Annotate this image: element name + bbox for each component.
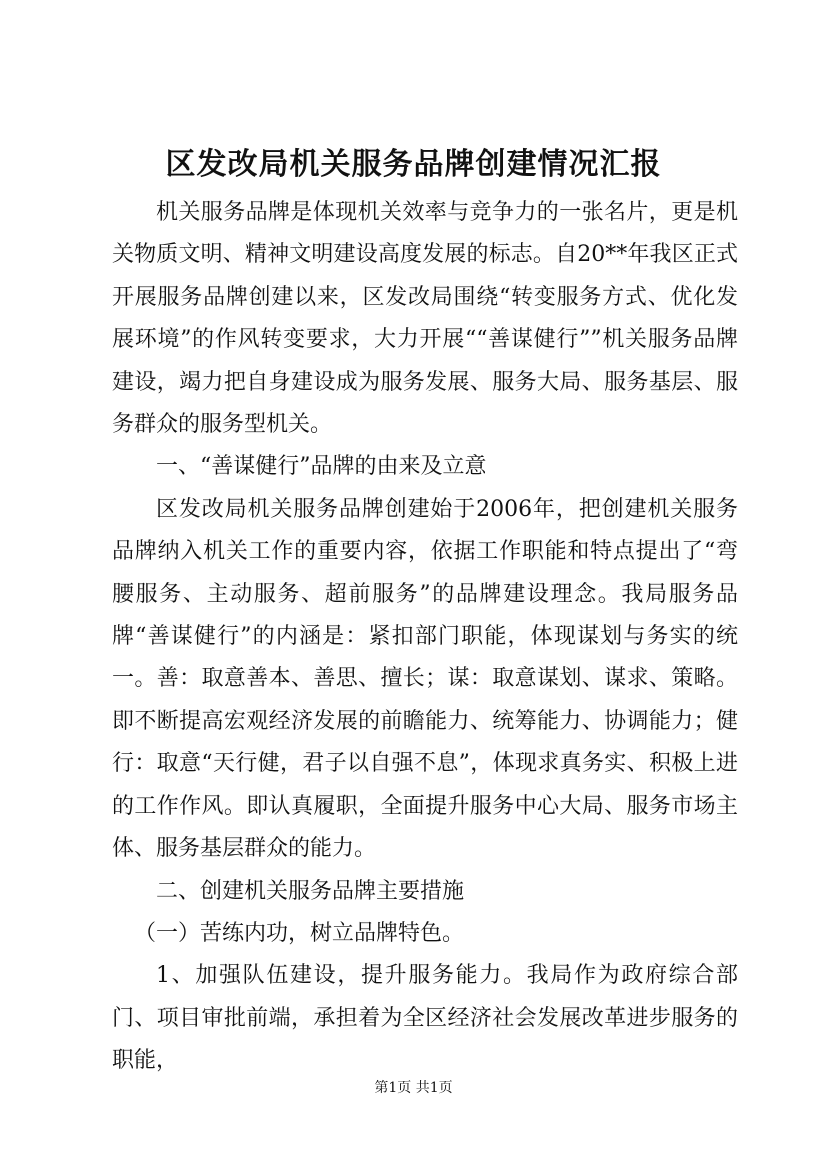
document-body — [112, 192, 738, 1083]
paragraph-section-1: 区发改局机关服务品牌创建始于2006年，把创建机关服务品牌纳入机关工作的重要内容，依据工作职能和特点提出了“弯腰服务、主动服务、超前服务”的品牌建设理念。我局服务品牌“善谋健行”的内涵是：紧扣部门职能，体现谋划与务实的统一。善：取意善本、善思、擅长；谋：取意谋划、谋求、策略。即不断提高宏观经济发展的前瞻能力、统筹能力、协调能力；健行：取意“天行健，君子以自强不息”，体现求真务实、积极上进的工作作风。即认真履职，全面提升服务中心大局、服务市场主体、服务基层群众的能力。 — [112, 496, 738, 862]
section-heading-1: 一、“善谋健行”品牌的由来及立意 — [156, 454, 487, 480]
paragraph-intro: 机关服务品牌是体现机关效率与竞争力的一张名片，更是机关物质文明、精神文明建设高度发展的标志。自20**年我区正式开展服务品牌创建以来，区发改局围绕“转变服务方式、优化发展环境”的作风转变要求，大力开展““善谋健行””机关服务品牌建设，竭力把自身建设成为服务发展、服务大局、服务基层、服务群众的服务型机关。 — [112, 200, 738, 438]
section-heading-2: 二、创建机关服务品牌主要措施 — [156, 878, 465, 904]
paragraph-item-1: 1、加强队伍建设，提升服务能力。我局作为政府综合部门、项目审批前端，承担着为全区经济社会发展改革进步服务的职能， — [112, 963, 738, 1074]
document-title: 区发改局机关服务品牌创建情况汇报 — [165, 147, 662, 182]
page-number-footer: 第1页 共1页 — [374, 1080, 453, 1096]
subsection-heading-1: （一）苦练内功，树立品牌特色。 — [134, 920, 465, 946]
